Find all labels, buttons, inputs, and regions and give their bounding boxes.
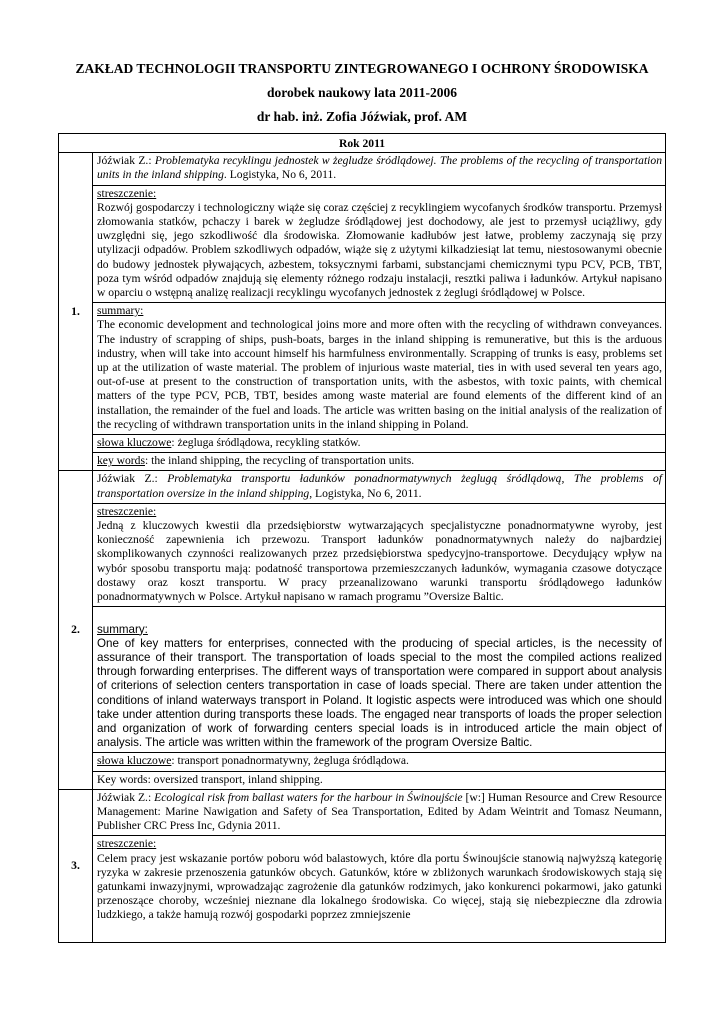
keywords-en-label: Key words bbox=[97, 772, 148, 786]
keywords-en-text: : oversized transport, inland shipping. bbox=[147, 772, 323, 786]
citation-author: Jóźwiak Z.: bbox=[97, 790, 155, 804]
table-row bbox=[59, 453, 666, 471]
abstract-en bbox=[93, 303, 666, 435]
table-row bbox=[59, 789, 666, 836]
document-subtitle: dorobek naukowy lata 2011-2006 bbox=[267, 85, 457, 100]
table-row bbox=[59, 503, 666, 606]
citation-source: [w:] Human Resource and Crew Resource Management: Marine Nawigation and Safety of Sea Transportation, Edited by Adam Weintrit and Tomasz Neumann, Publisher CRC Press Inc, Gdynia 2011. bbox=[97, 790, 662, 833]
abstract-en-text: The economic development and technological joins more and more often with the recycling of withdrawn conveyances. The industry of scrapping of ships, push-boats, barges in the inland shipping is remunerative, but this is the arduous industry, when will take into account himself his harmfulness environmentally. Scrapping of trunks is easy, problems set up at the utilization of waste material. The problem of injurious waste material, ties in with used several ten years ago, out-of-use at present to the construction of transportation units, with the asbestos, with toxic paints, with chemical matters of the type PCV, PCB, TBT, besides among waste material are found elements of the different kind of an installation, the remainder of the fuel and loads. The article was written basing on the initial analysis of the realization of the recycling of withdrawn transportation units in the inland shipping in Poland. bbox=[97, 318, 662, 431]
abstract-en-text: One of key matters for enterprises, connected with the producing of special articles, is the necessity of assurance of their transport. The transportation of loads special to the most the compiled actions realized through forwarding enterprises. The different ways of transportation were compared in support about analysis of criterions of selection centers transportation in case of loads special. There are taken under attention the conditions of inland waterways transport in Poland. It logistic aspects were introduced was which one should take under attention during transports these loads. The engaged near transports of loads the proper selection and organization of work of forwarding centers special loads is in introduced article the main object of analysis. The article was written within the framework of the program Oversize Baltic. bbox=[97, 636, 662, 750]
table-row bbox=[59, 153, 666, 185]
citation-source: . Logistyka, No 6, 2011. bbox=[223, 168, 337, 182]
entry-number: 2. bbox=[59, 471, 93, 789]
keywords-en bbox=[93, 771, 666, 789]
page-header bbox=[0, 62, 724, 124]
department-title: ZAKŁAD TECHNOLOGII TRANSPORTU ZINTEGROWANEGO I OCHRONY ŚRODOWISKA bbox=[75, 61, 649, 76]
abstract-en-label: summary: bbox=[97, 304, 144, 318]
keywords-en-label: key words bbox=[97, 454, 145, 468]
keywords-en-text: : the inland shipping, the recycling of transportation units. bbox=[144, 454, 415, 468]
citation bbox=[93, 789, 666, 836]
table-row bbox=[59, 836, 666, 943]
citation bbox=[93, 153, 666, 185]
keywords-en bbox=[93, 453, 666, 471]
keywords-pl-label: słowa kluczowe bbox=[97, 436, 172, 450]
abstract-pl bbox=[93, 503, 666, 606]
citation-title: Problematyka recyklingu jednostek w żegludze śródlądowej. The problems of the recycling of transportation units in the inland shipping bbox=[97, 154, 662, 182]
keywords-pl bbox=[93, 753, 666, 771]
table-row bbox=[59, 771, 666, 789]
abstract-pl-text: Rozwój gospodarczy i technologiczny wiąże się coraz częściej z recyklingiem wycofanych środków transportu. Przemysł złomowania statków, pchaczy i barek w żegludze śródlądowej jest dochodowy, ale jest to przemysł uciążliwy, gdy uwzględni się, jego szkodliwość dla środowiska. Złomowanie kadłubów jest łatwe, problemy zaczynają się przy utylizacji odpadów. Problem szkodliwych odpadów, wiąże się z użytymi kilkadziesiąt lat temu, niestosowanymi obecnie do budowy jednostek pływających, azbestem, toksycznymi farbami, substancjami chemicznymi typu PCV, PCB, TBT, poza tym wśród odpadów znajdują się elementy różnego rodzaju instalacji, resztki paliwa i ładunków. Artykuł napisano w oparciu o wstępną analizę realizacji recyklingu wycofanych jednostek z żeglugi śródlądowej w Polsce. bbox=[97, 200, 662, 300]
abstract-en-label: summary: bbox=[97, 622, 148, 636]
year-heading: Rok 2011 bbox=[59, 134, 666, 153]
citation-title: Problematyka transportu ładunków ponadnormatywnych żeglugą śródlądową, The problems of transportation oversize in the inland shipping bbox=[97, 472, 662, 500]
table-row bbox=[59, 435, 666, 453]
keywords-pl-text: : żegluga śródlądowa, recykling statków. bbox=[171, 436, 361, 450]
table-row bbox=[59, 471, 666, 503]
keywords-pl-label: słowa kluczowe bbox=[97, 754, 172, 768]
abstract-pl-label: streszczenie: bbox=[97, 504, 157, 518]
citation-title: Ecological risk from ballast waters for the harbour in Świnoujście bbox=[154, 790, 463, 804]
table-row bbox=[59, 303, 666, 435]
table-row bbox=[59, 607, 666, 753]
table-row bbox=[59, 753, 666, 771]
entry-number: 1. bbox=[59, 153, 93, 471]
keywords-pl bbox=[93, 435, 666, 453]
abstract-pl-label: streszczenie: bbox=[97, 186, 157, 200]
entry-number: 3. bbox=[59, 789, 93, 943]
citation-author: Jóźwiak Z.: bbox=[97, 472, 168, 486]
citation bbox=[93, 471, 666, 503]
table-row bbox=[59, 185, 666, 303]
citation-source: , Logistyka, No 6, 2011. bbox=[309, 486, 422, 500]
citation-author: Jóźwiak Z.: bbox=[97, 154, 155, 168]
abstract-pl bbox=[93, 185, 666, 303]
abstract-pl bbox=[93, 836, 666, 943]
keywords-pl-text: : transport ponadnormatywny, żegluga śródlądowa. bbox=[171, 754, 409, 768]
abstract-pl-label: streszczenie: bbox=[97, 837, 157, 851]
abstract-en bbox=[93, 607, 666, 753]
year-row bbox=[59, 134, 666, 153]
abstract-pl-text: Jedną z kluczowych kwestii dla przedsiębiorstw wytwarzających specjalistyczne ponadnormatywne wyroby, jest konieczność zapewnienia ich przewozu. Transport ładunków ponadnormatywnych należy do najbardziej skomplikowanych czynności realizowanych przez przedsiębiorstwa spedycyjno-transportowe. Decydujący wpływ na wybór sposobu transportu mają: podatność transportowa przemieszczanych ładunków, wymagania czasowe dotyczące dostawy oraz koszt transportu. W pracy przeanalizowano warunki transportu śródlądowego ładunków ponadnormatywnych w Polsce. Artykuł napisano w ramach programu ”Oversize Baltic. bbox=[97, 519, 662, 604]
publications-table bbox=[58, 133, 666, 943]
author-name: dr hab. inż. Zofia Jóźwiak, prof. AM bbox=[256, 109, 468, 124]
abstract-pl-text: Celem pracy jest wskazanie portów poboru wód balastowych, które dla portu Świnoujście stanowią najwyższą kategorię ryzyka w zakresie przenoszenia gatunków obcych. Gatunków, które w zbliżonych warunkach środowiskowych stają się gatunkami inwazyjnymi, wprowadzając zagrożenie dla gatunków rodzimych, jako konkurenci pokarmowi, jako gatunki przenoszące choroby, wcześniej nieznane dla lokalnego środowiska. Co więcej, stają się niebezpieczne dla zdrowia ludzkiego, a także hamują rozwój gospodarki poprzez zmniejszenie bbox=[97, 851, 662, 922]
